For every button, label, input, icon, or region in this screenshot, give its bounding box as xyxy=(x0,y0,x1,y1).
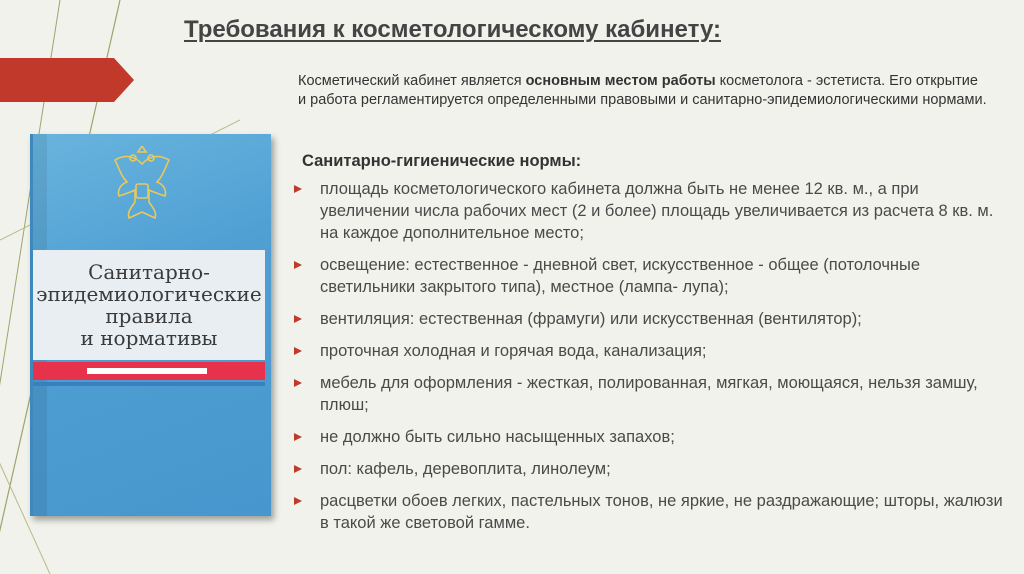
list-item xyxy=(290,340,1010,362)
list-item xyxy=(290,490,1010,534)
list-item xyxy=(290,308,1010,330)
book-title-line: Санитарно- xyxy=(88,260,210,284)
intro-text: Косметический кабинет является xyxy=(298,73,526,89)
section-heading: Санитарно-гигиенические нормы: xyxy=(302,152,582,170)
bullet-arrow-icon xyxy=(294,465,302,473)
list-item-text: мебель для оформления - жесткая, полированная, мягкая, моющаяся, нельзя замшу, плюш; xyxy=(320,374,978,414)
list-item xyxy=(290,426,1010,448)
book-title-line: правила xyxy=(105,304,193,328)
book-blue-stripe xyxy=(33,382,265,386)
intro-paragraph xyxy=(298,72,988,110)
list-item-text: вентиляция: естественная (фрамуги) или искусственная (вентилятор); xyxy=(320,310,862,328)
bullet-arrow-icon xyxy=(294,347,302,355)
list-item xyxy=(290,178,1010,244)
intro-bold-text: основным местом работы xyxy=(525,73,716,89)
book-title-label xyxy=(33,250,265,360)
bullet-arrow-icon xyxy=(294,433,302,441)
list-item xyxy=(290,254,1010,298)
list-item-text: пол: кафель, деревоплита, линолеум; xyxy=(320,460,611,478)
list-item-text: не должно быть сильно насыщенных запахов; xyxy=(320,428,675,446)
page-title: Требования к косметологическому кабинету: xyxy=(184,16,721,43)
book-title-line: эпидемиологические xyxy=(36,282,262,306)
bullet-arrow-icon xyxy=(294,261,302,269)
book-red-band xyxy=(33,362,265,380)
bullet-arrow-icon xyxy=(294,185,302,193)
list-item-text: освещение: естественное - дневной свет, искусственное - общее (потолочные светильники закрытого типа), местное (лампа- лупа); xyxy=(320,256,921,296)
list-item-text: расцветки обоев легких, пастельных тонов, не яркие, не раздражающие; шторы, жалюзи в такой же световой гамме. xyxy=(320,492,1003,532)
russian-coat-of-arms-icon xyxy=(107,146,177,226)
book-band-stripe xyxy=(87,368,207,374)
book-cover-image xyxy=(30,134,271,516)
intro-text: косметолога - эстетиста. Его открытие и работа регламентируется определенными правовыми и санитарно-эпидемиологическими нормами. xyxy=(298,73,987,108)
bullet-arrow-icon xyxy=(294,315,302,323)
list-item xyxy=(290,372,1010,416)
bullet-arrow-icon xyxy=(294,379,302,387)
list-item-text: проточная холодная и горячая вода, канализация; xyxy=(320,342,707,360)
book-title xyxy=(36,261,261,349)
requirements-list xyxy=(290,178,1010,544)
book-title-line: и нормативы xyxy=(80,326,218,350)
list-item-text: площадь косметологического кабинета должна быть не менее 12 кв. м., а при увеличении числа рабочих мест (2 и более) площадь увеличивается из расчета 8 кв. м. на каждое дополнительное место; xyxy=(320,180,994,242)
red-arrow-tab xyxy=(0,58,134,102)
list-item xyxy=(290,458,1010,480)
bullet-arrow-icon xyxy=(294,497,302,505)
